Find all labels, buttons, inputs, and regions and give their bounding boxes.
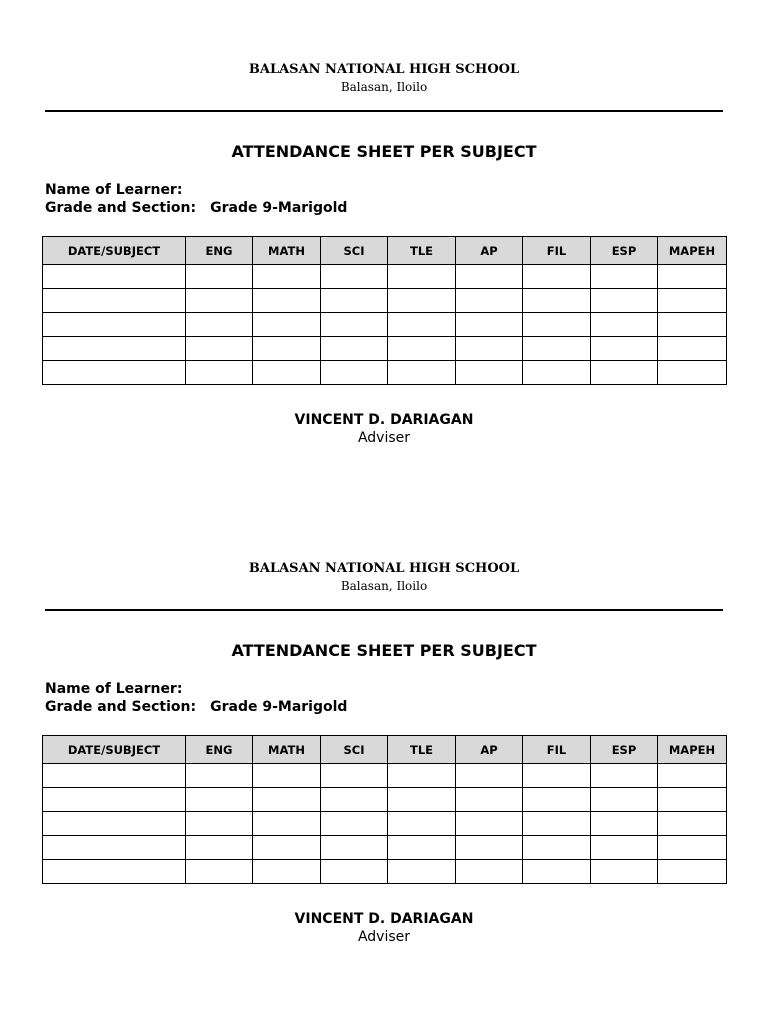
table-row (43, 764, 727, 788)
column-header-date-subject: DATE/SUBJECT (43, 736, 186, 764)
learner-label: Name of Learner: (45, 182, 183, 198)
column-header-eng: ENG (186, 736, 253, 764)
header-divider (45, 609, 723, 611)
table-cell[interactable] (321, 313, 388, 337)
section-field (45, 199, 347, 217)
school-location: Balasan, Iloilo (340, 80, 428, 94)
table-cell[interactable] (658, 836, 727, 860)
table-cell[interactable] (456, 836, 523, 860)
column-header-eng: ENG (186, 237, 253, 265)
table-cell[interactable] (186, 361, 253, 385)
table-cell[interactable] (523, 289, 591, 313)
table-row (43, 265, 727, 289)
table-cell[interactable] (523, 265, 591, 289)
table-cell[interactable] (321, 361, 388, 385)
column-header-math: MATH (253, 736, 321, 764)
table-cell[interactable] (321, 337, 388, 361)
table-cell[interactable] (43, 361, 186, 385)
section-field (45, 698, 347, 716)
column-header-math: MATH (253, 237, 321, 265)
header-divider (45, 110, 723, 112)
table-cell[interactable] (456, 764, 523, 788)
table-header-row (43, 736, 727, 764)
table-cell[interactable] (523, 337, 591, 361)
table-cell[interactable] (388, 812, 456, 836)
table-cell[interactable] (253, 860, 321, 884)
table-row (43, 289, 727, 313)
section-label: Grade and Section: (45, 699, 197, 715)
table-cell[interactable] (523, 812, 591, 836)
table-body (43, 265, 727, 385)
table-cell[interactable] (591, 289, 658, 313)
table-cell[interactable] (43, 836, 186, 860)
table-cell[interactable] (456, 361, 523, 385)
table-cell[interactable] (186, 788, 253, 812)
attendance-table (42, 236, 727, 385)
column-header-sci: SCI (321, 736, 388, 764)
table-cell[interactable] (43, 289, 186, 313)
table-cell[interactable] (43, 337, 186, 361)
table-cell[interactable] (456, 860, 523, 884)
column-header-sci: SCI (321, 237, 388, 265)
adviser-role: Adviser (357, 929, 411, 945)
table-cell[interactable] (43, 313, 186, 337)
table-cell[interactable] (186, 337, 253, 361)
table-cell[interactable] (523, 764, 591, 788)
column-header-fil: FIL (523, 237, 591, 265)
table-cell[interactable] (456, 788, 523, 812)
attendance-table (42, 735, 727, 884)
table-cell[interactable] (186, 289, 253, 313)
column-header-tle: TLE (388, 237, 456, 265)
section-value: Grade 9-Marigold (210, 699, 348, 715)
table-cell[interactable] (591, 265, 658, 289)
learner-field (45, 680, 196, 698)
sheet-title: ATTENDANCE SHEET PER SUBJECT (231, 641, 537, 660)
table-cell[interactable] (658, 361, 727, 385)
adviser-name: VINCENT D. DARIAGAN (294, 911, 474, 927)
table-cell[interactable] (321, 764, 388, 788)
table-cell[interactable] (186, 764, 253, 788)
column-header-fil: FIL (523, 736, 591, 764)
table-cell[interactable] (658, 860, 727, 884)
table-cell[interactable] (388, 265, 456, 289)
table-cell[interactable] (658, 265, 727, 289)
column-header-date-subject: DATE/SUBJECT (43, 237, 186, 265)
attendance-sheet-2 (0, 499, 768, 945)
table-cell[interactable] (388, 337, 456, 361)
table-cell[interactable] (456, 313, 523, 337)
table-cell[interactable] (456, 289, 523, 313)
table-cell[interactable] (456, 265, 523, 289)
table-cell[interactable] (253, 289, 321, 313)
table-cell[interactable] (658, 764, 727, 788)
learner-label: Name of Learner: (45, 681, 183, 697)
table-cell[interactable] (43, 764, 186, 788)
adviser-name: VINCENT D. DARIAGAN (294, 412, 474, 428)
table-cell[interactable] (523, 361, 591, 385)
column-header-ap: AP (456, 736, 523, 764)
table-cell[interactable] (388, 289, 456, 313)
column-header-ap: AP (456, 237, 523, 265)
table-cell[interactable] (591, 860, 658, 884)
table-cell[interactable] (388, 361, 456, 385)
table-cell[interactable] (591, 812, 658, 836)
table-cell[interactable] (591, 788, 658, 812)
table-cell[interactable] (186, 812, 253, 836)
table-cell[interactable] (321, 289, 388, 313)
school-name: BALASAN NATIONAL HIGH SCHOOL (248, 62, 520, 77)
table-cell[interactable] (321, 836, 388, 860)
table-cell[interactable] (253, 836, 321, 860)
column-header-tle: TLE (388, 736, 456, 764)
table-cell[interactable] (658, 337, 727, 361)
table-cell[interactable] (321, 812, 388, 836)
school-location: Balasan, Iloilo (340, 579, 428, 593)
table-cell[interactable] (658, 313, 727, 337)
table-cell[interactable] (186, 860, 253, 884)
table-cell[interactable] (591, 836, 658, 860)
table-row (43, 313, 727, 337)
adviser-role: Adviser (357, 430, 411, 446)
table-cell[interactable] (388, 764, 456, 788)
table-cell[interactable] (591, 337, 658, 361)
table-cell[interactable] (456, 337, 523, 361)
table-cell[interactable] (591, 361, 658, 385)
table-cell[interactable] (658, 788, 727, 812)
table-row (43, 361, 727, 385)
table-row (43, 788, 727, 812)
table-cell[interactable] (321, 788, 388, 812)
table-cell[interactable] (658, 812, 727, 836)
table-cell[interactable] (321, 860, 388, 884)
table-cell[interactable] (43, 812, 186, 836)
table-cell[interactable] (523, 860, 591, 884)
table-cell[interactable] (591, 764, 658, 788)
table-cell[interactable] (253, 265, 321, 289)
table-cell[interactable] (658, 289, 727, 313)
table-cell[interactable] (253, 361, 321, 385)
table-cell[interactable] (388, 836, 456, 860)
table-cell[interactable] (321, 265, 388, 289)
table-row (43, 812, 727, 836)
table-cell[interactable] (523, 836, 591, 860)
table-header-row (43, 237, 727, 265)
table-cell[interactable] (253, 764, 321, 788)
table-cell[interactable] (388, 313, 456, 337)
table-cell[interactable] (253, 337, 321, 361)
table-body (43, 764, 727, 884)
table-cell[interactable] (388, 788, 456, 812)
table-cell[interactable] (186, 836, 253, 860)
table-cell[interactable] (591, 313, 658, 337)
attendance-sheet-1 (0, 0, 768, 446)
table-cell[interactable] (43, 788, 186, 812)
table-row (43, 337, 727, 361)
table-cell[interactable] (388, 860, 456, 884)
table-row (43, 836, 727, 860)
section-value: Grade 9-Marigold (210, 200, 348, 216)
table-cell[interactable] (43, 265, 186, 289)
table-cell[interactable] (186, 313, 253, 337)
table-cell[interactable] (186, 265, 253, 289)
table-cell[interactable] (523, 313, 591, 337)
column-header-mapeh: MAPEH (658, 736, 727, 764)
table-cell[interactable] (523, 788, 591, 812)
table-cell[interactable] (253, 788, 321, 812)
table-cell[interactable] (253, 313, 321, 337)
section-label: Grade and Section: (45, 200, 197, 216)
column-header-esp: ESP (591, 736, 658, 764)
column-header-mapeh: MAPEH (658, 237, 727, 265)
school-name: BALASAN NATIONAL HIGH SCHOOL (248, 561, 520, 576)
learner-field (45, 181, 196, 199)
table-row (43, 860, 727, 884)
column-header-esp: ESP (591, 237, 658, 265)
sheet-title: ATTENDANCE SHEET PER SUBJECT (231, 142, 537, 161)
table-cell[interactable] (43, 860, 186, 884)
table-cell[interactable] (253, 812, 321, 836)
table-cell[interactable] (456, 812, 523, 836)
